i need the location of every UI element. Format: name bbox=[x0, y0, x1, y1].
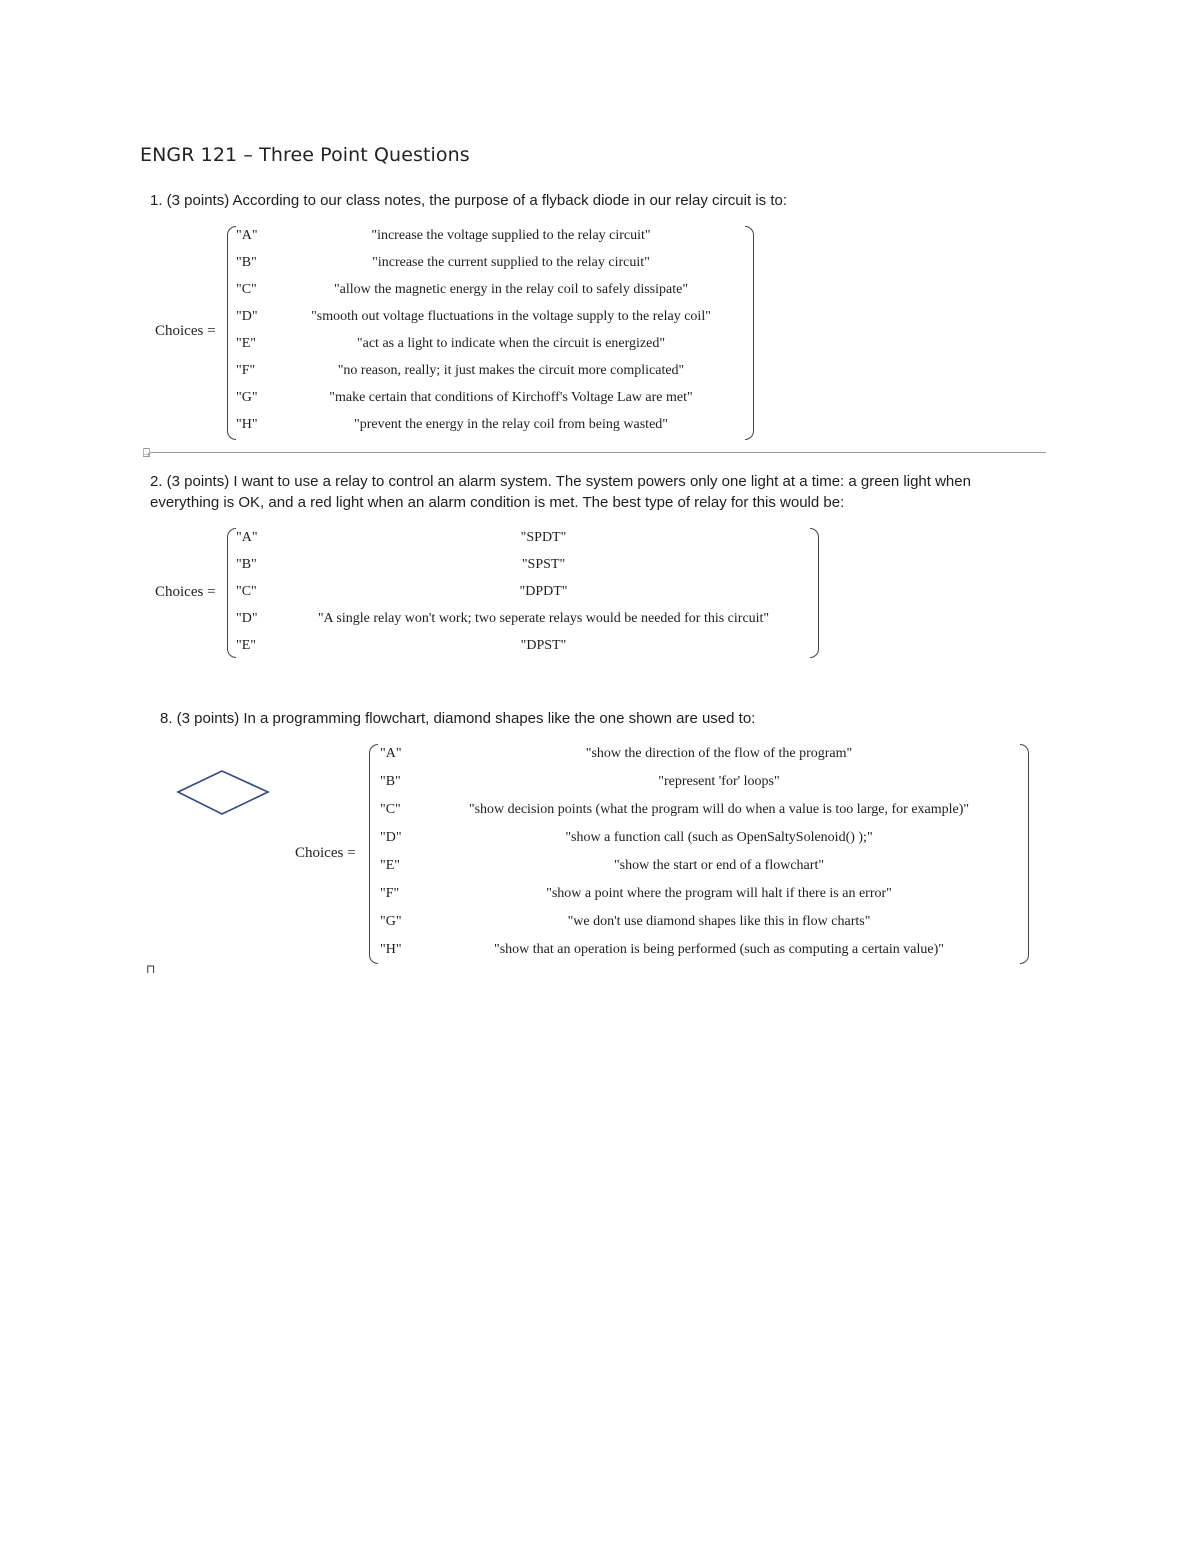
choice-key: "B" bbox=[380, 774, 401, 789]
choice-row bbox=[236, 336, 746, 363]
choice-row bbox=[380, 774, 1020, 802]
choice-row bbox=[380, 830, 1020, 858]
choice-value: "prevent the energy in the relay coil from being wasted" bbox=[353, 417, 668, 432]
choice-row bbox=[236, 282, 746, 309]
choice-row bbox=[236, 417, 746, 444]
choice-key: "D" bbox=[236, 611, 258, 626]
choice-row bbox=[380, 914, 1020, 942]
choice-key: "C" bbox=[236, 584, 257, 599]
question-1-text: 1. (3 points) According to our class notes, the purpose of a flyback diode in our relay circuit is to: bbox=[150, 192, 787, 209]
choice-value: "we don't use diamond shapes like this in flow charts" bbox=[567, 914, 871, 929]
choice-key: "A" bbox=[236, 228, 258, 243]
question-8-text: 8. (3 points) In a programming flowchart, diamond shapes like the one shown are used to: bbox=[160, 710, 756, 727]
choice-value: "SPST" bbox=[521, 557, 566, 572]
choice-value: "show that an operation is being performed (such as computing a certain value)" bbox=[494, 942, 944, 957]
choice-row bbox=[236, 530, 811, 557]
choice-value: "make certain that conditions of Kirchoff's Voltage Law are met" bbox=[329, 390, 693, 405]
choice-row bbox=[380, 802, 1020, 830]
choice-value: "increase the current supplied to the relay circuit" bbox=[372, 255, 650, 270]
q1-right-bracket bbox=[745, 226, 754, 440]
q1-choices-table bbox=[236, 226, 746, 438]
choice-row bbox=[236, 557, 811, 584]
choice-key: "A" bbox=[380, 746, 402, 761]
choice-key: "E" bbox=[236, 336, 256, 351]
choice-key: "G" bbox=[380, 914, 402, 929]
question-2-text: 2. (3 points) I want to use a relay to control an alarm system. The system powers only one light at a time: a green light when everything is OK, and a red light when an alarm condition is met. The best type of relay for this would be: bbox=[150, 473, 971, 511]
choice-value: "represent 'for' loops" bbox=[658, 774, 780, 789]
choice-key: "D" bbox=[236, 309, 258, 324]
choice-row bbox=[236, 390, 746, 417]
choice-key: "H" bbox=[236, 417, 258, 432]
anchor-marker-icon: ⊓ bbox=[146, 962, 156, 976]
choice-key: "E" bbox=[236, 638, 256, 653]
choice-row bbox=[236, 611, 811, 638]
choice-row bbox=[236, 638, 811, 665]
q2-choices-label: Choices = bbox=[155, 584, 216, 600]
anchor-marker-icon: ⍈ bbox=[143, 446, 151, 460]
q2-right-bracket bbox=[810, 528, 819, 658]
choice-value: "A single relay won't work; two seperate relays would be needed for this circuit" bbox=[317, 611, 770, 626]
choice-key: "D" bbox=[380, 830, 402, 845]
choice-value: "act as a light to indicate when the circuit is energized" bbox=[356, 336, 666, 351]
choice-value: "DPDT" bbox=[519, 584, 568, 599]
choice-key: "H" bbox=[380, 942, 402, 957]
choice-key: "A" bbox=[236, 530, 258, 545]
choice-row bbox=[380, 858, 1020, 886]
choice-value: "no reason, really; it just makes the circuit more complicated" bbox=[337, 363, 685, 378]
q8-right-bracket bbox=[1020, 744, 1029, 964]
q2-left-bracket bbox=[227, 528, 236, 658]
choice-row bbox=[380, 886, 1020, 914]
choice-row bbox=[236, 309, 746, 336]
choice-value: "allow the magnetic energy in the relay coil to safely dissipate" bbox=[333, 282, 689, 297]
choice-row bbox=[236, 228, 746, 255]
choice-row bbox=[236, 363, 746, 390]
q1-left-bracket bbox=[227, 226, 236, 440]
choice-value: "show a function call (such as OpenSaltySolenoid() );" bbox=[565, 830, 873, 845]
choice-key: "B" bbox=[236, 255, 257, 270]
choice-value: "increase the voltage supplied to the relay circuit" bbox=[371, 228, 651, 243]
page-title: ENGR 121 – Three Point Questions bbox=[140, 144, 470, 166]
choice-key: "F" bbox=[236, 363, 256, 378]
choice-row bbox=[236, 584, 811, 611]
choice-key: "G" bbox=[236, 390, 258, 405]
choice-row bbox=[380, 942, 1020, 970]
choice-key: "F" bbox=[380, 886, 400, 901]
q2-choices-table bbox=[236, 528, 811, 656]
choice-value: "SPDT" bbox=[520, 530, 567, 545]
choice-key: "C" bbox=[380, 802, 401, 817]
choice-value: "show the start or end of a flowchart" bbox=[613, 858, 825, 873]
q8-choices-label: Choices = bbox=[295, 845, 356, 861]
choice-row bbox=[380, 746, 1020, 774]
q8-choices-table bbox=[380, 744, 1020, 962]
choice-value: "DPST" bbox=[520, 638, 567, 653]
choice-value: "smooth out voltage fluctuations in the voltage supply to the relay coil" bbox=[311, 309, 711, 324]
choice-key: "C" bbox=[236, 282, 257, 297]
q1-choices-label: Choices = bbox=[155, 323, 216, 339]
choice-value: "show decision points (what the program will do when a value is too large, for example)" bbox=[468, 802, 970, 817]
diamond-shape-icon bbox=[174, 768, 274, 818]
choice-value: "show the direction of the flow of the program" bbox=[585, 746, 853, 761]
choice-key: "E" bbox=[380, 858, 400, 873]
choice-value: "show a point where the program will halt if there is an error" bbox=[546, 886, 892, 901]
choice-key: "B" bbox=[236, 557, 257, 572]
choice-row bbox=[236, 255, 746, 282]
section-divider bbox=[150, 452, 1046, 453]
q8-left-bracket bbox=[369, 744, 378, 964]
